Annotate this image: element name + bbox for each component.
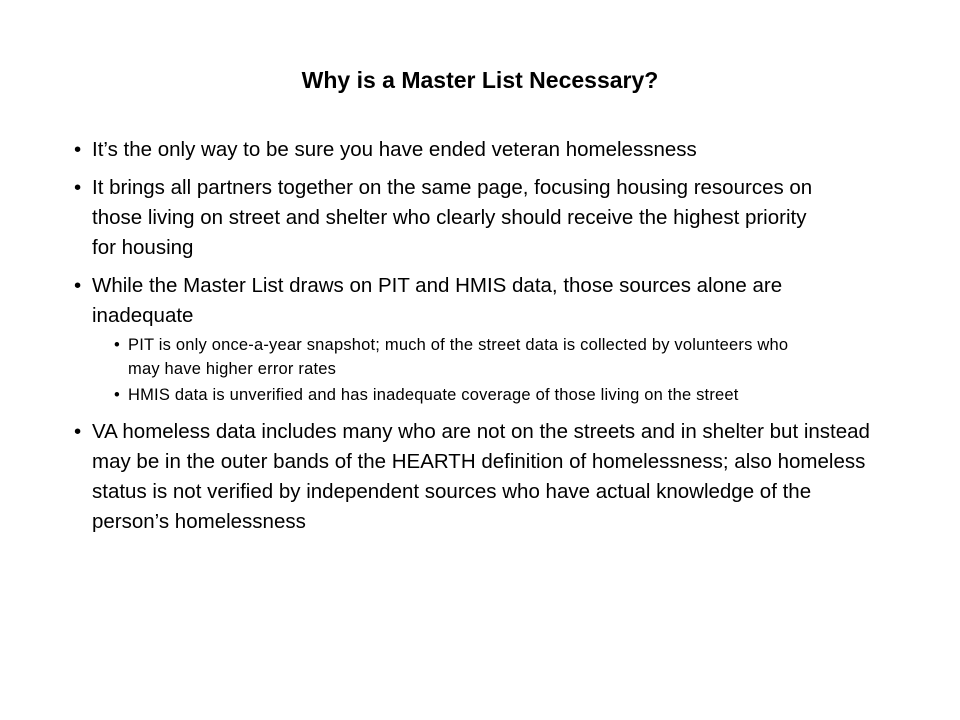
sub-bullet-item (114, 333, 808, 381)
bullet-marker: • (74, 138, 82, 161)
sub-bullet-list (74, 333, 874, 407)
bullet-item (74, 271, 792, 331)
bullet-list (74, 135, 874, 545)
sub-bullet-marker: • (114, 336, 120, 354)
sub-bullet-item (114, 383, 808, 407)
bullet-item (74, 417, 882, 537)
bullet-text: It brings all partners together on the same page, focusing housing resources on those living on street and shelter who clearly should receive the highest priority for housing (92, 176, 813, 259)
sub-bullet-text: PIT is only once-a-year snapshot; much of the street data is collected by volunteers who may have higher error rates (128, 336, 789, 378)
slide-title: Why is a Master List Necessary? (301, 67, 659, 93)
bullet-marker: • (74, 176, 82, 199)
bullet-item (74, 135, 732, 165)
bullet-marker: • (74, 420, 82, 443)
bullet-text: It’s the only way to be sure you have ended veteran homelessness (92, 138, 697, 161)
bullet-marker: • (74, 274, 82, 297)
bullet-item (74, 173, 822, 263)
bullet-text: While the Master List draws on PIT and HMIS data, those sources alone are inadequate (92, 274, 783, 327)
bullet-text: VA homeless data includes many who are not on the streets and in shelter but instead may be in the outer bands of the HEARTH definition of homelessness; also homeless status is not verified by independent sources who have actual knowledge of the person’s homelessness (92, 420, 870, 533)
sub-bullet-marker: • (114, 386, 120, 404)
sub-bullet-text: HMIS data is unverified and has inadequate coverage of those living on the street (128, 386, 739, 404)
